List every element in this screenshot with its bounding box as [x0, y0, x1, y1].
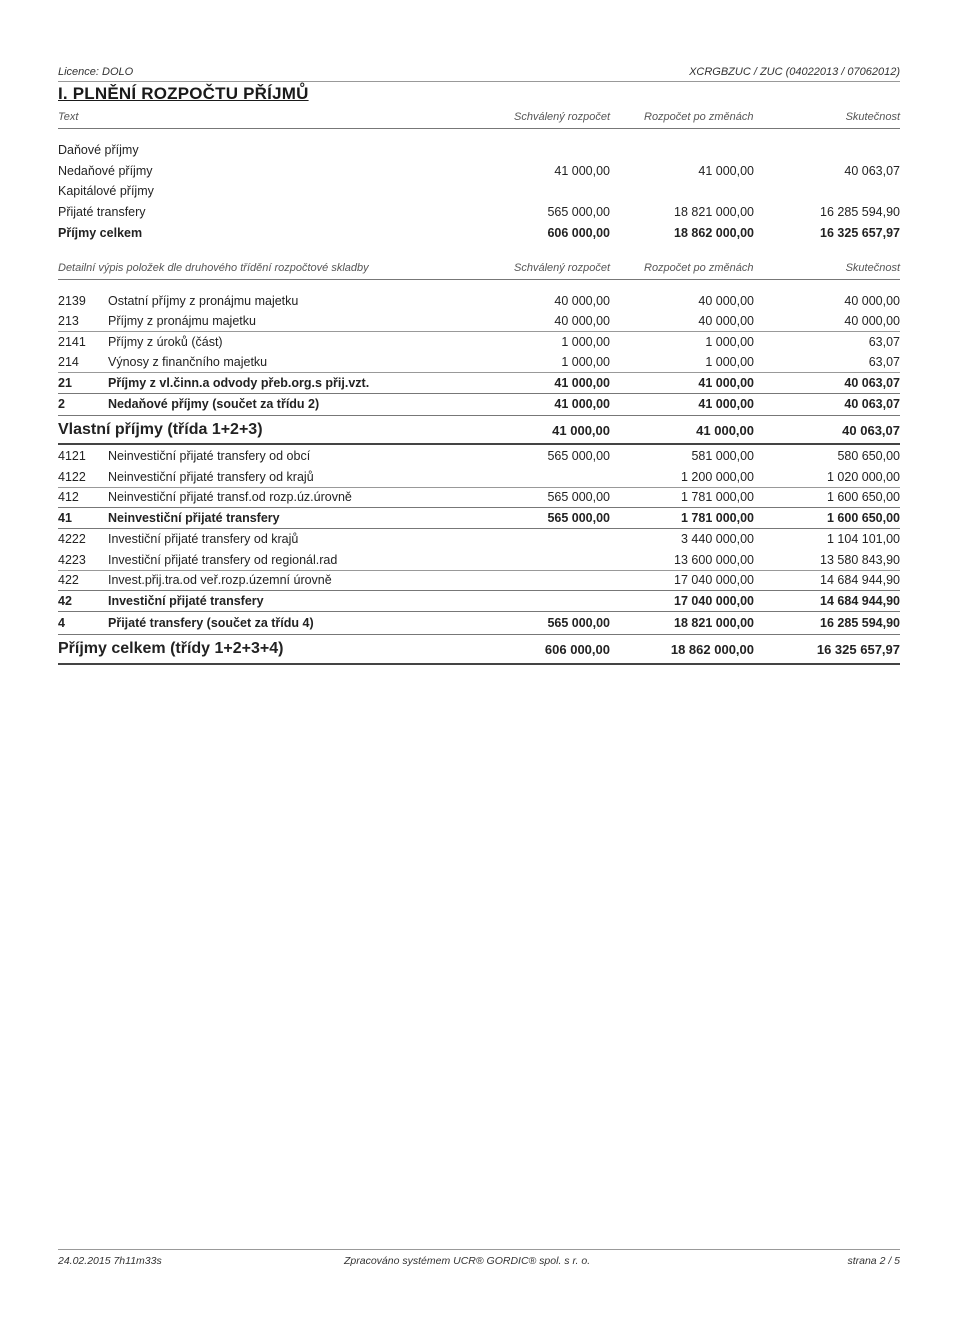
- summary-col-skutecnost: Skutečnost: [845, 111, 900, 123]
- row-divider: [58, 590, 900, 591]
- row-divider: [58, 570, 900, 571]
- row-skutecnost: 63,07: [868, 355, 900, 369]
- row-code: 2141: [58, 335, 86, 349]
- row-pozmenach: 3 440 000,00: [681, 532, 754, 546]
- table-row: [58, 532, 900, 552]
- row-skutecnost: 16 285 594,90: [820, 616, 900, 630]
- detail-col-schvaleny: Schválený rozpočet: [514, 262, 610, 274]
- row-pozmenach: 581 000,00: [691, 449, 754, 463]
- row-name: Přijaté transfery (součet za třídu 4): [108, 616, 314, 630]
- detail-col-skutecnost: Skutečnost: [845, 262, 900, 274]
- footer-system: Zpracováno systémem UCR® GORDIC® spol. s r. o.: [344, 1255, 591, 1267]
- row-skutecnost: 40 000,00: [844, 314, 900, 328]
- row-name: Neinvestiční přijaté transfery od krajů: [108, 470, 314, 484]
- row-pozmenach: 1 200 000,00: [681, 470, 754, 484]
- row-skutecnost: 13 580 843,90: [820, 553, 900, 567]
- row-name: Neinvestiční přijaté transf.od rozp.úz.úrovně: [108, 490, 352, 504]
- summary-pozmenach: 18 862 000,00: [674, 226, 754, 240]
- row-schvaleny: 41 000,00: [552, 423, 610, 438]
- summary-skutecnost: 16 325 657,97: [820, 226, 900, 240]
- summary-schvaleny: 606 000,00: [547, 226, 610, 240]
- row-divider: [58, 663, 900, 665]
- header-divider: [58, 81, 900, 82]
- row-divider: [58, 507, 900, 508]
- row-code: 4223: [58, 553, 86, 567]
- row-pozmenach: 1 000,00: [705, 355, 754, 369]
- detail-header-line: [58, 279, 900, 280]
- summary-skutecnost: 40 063,07: [844, 164, 900, 178]
- table-row: [58, 616, 900, 636]
- row-code: 4: [58, 616, 65, 630]
- row-schvaleny: 41 000,00: [554, 397, 610, 411]
- row-name: Nedaňové příjmy (součet za třídu 2): [108, 397, 320, 411]
- row-skutecnost: 1 600 650,00: [827, 490, 900, 504]
- summary-row: [58, 184, 900, 204]
- row-code: 41: [58, 511, 72, 525]
- summary-col-pozmenach: Rozpočet po změnách: [644, 111, 754, 123]
- row-code: 42: [58, 594, 72, 608]
- row-divider: [58, 443, 900, 445]
- row-name: Neinvestiční přijaté transfery od obcí: [108, 449, 311, 463]
- summary-skutecnost: 16 285 594,90: [820, 205, 900, 219]
- row-code: 4222: [58, 532, 86, 546]
- table-row: [58, 335, 900, 355]
- table-row: [58, 294, 900, 314]
- row-name: Příjmy z úroků (část): [108, 335, 223, 349]
- row-pozmenach: 41 000,00: [696, 423, 754, 438]
- row-code: 21: [58, 376, 72, 390]
- summary-row: [58, 164, 900, 184]
- summary-pozmenach: 18 821 000,00: [674, 205, 754, 219]
- row-code: 422: [58, 573, 79, 587]
- footer-divider: [58, 1249, 900, 1250]
- row-code: 2139: [58, 294, 86, 308]
- row-divider: [58, 331, 900, 332]
- row-schvaleny: 1 000,00: [561, 335, 610, 349]
- row-divider: [58, 487, 900, 488]
- row-divider: [58, 528, 900, 529]
- summary-row: [58, 143, 900, 163]
- row-schvaleny: 565 000,00: [547, 490, 610, 504]
- summary-col-text: Text: [58, 111, 79, 123]
- table-row: [58, 449, 900, 469]
- row-name: Investiční přijaté transfery od krajů: [108, 532, 299, 546]
- row-skutecnost: 16 325 657,97: [816, 642, 900, 657]
- row-name: Neinvestiční přijaté transfery: [108, 511, 280, 525]
- row-pozmenach: 1 781 000,00: [681, 490, 754, 504]
- row-skutecnost: 1 600 650,00: [827, 511, 900, 525]
- row-name: Příjmy z vl.činn.a odvody přeb.org.s přij.vzt.: [108, 376, 370, 390]
- row-pozmenach: 41 000,00: [698, 397, 754, 411]
- row-code: 214: [58, 355, 79, 369]
- summary-label: Kapitálové příjmy: [58, 184, 154, 198]
- summary-label: Daňové příjmy: [58, 143, 139, 157]
- row-pozmenach: 17 040 000,00: [674, 573, 754, 587]
- row-pozmenach: 1 000,00: [705, 335, 754, 349]
- row-code: 412: [58, 490, 79, 504]
- row-code: 213: [58, 314, 79, 328]
- row-name: Příjmy z pronájmu majetku: [108, 314, 256, 328]
- table-row: [58, 397, 900, 417]
- row-code: 4121: [58, 449, 86, 463]
- report-code: XCRGBZUC / ZUC (04022013 / 07062012): [689, 66, 900, 78]
- row-skutecnost: 580 650,00: [837, 449, 900, 463]
- row-pozmenach: 18 862 000,00: [670, 642, 754, 657]
- summary-label: Nedaňové příjmy: [58, 164, 153, 178]
- row-code: 2: [58, 397, 65, 411]
- row-name: Vlastní příjmy (třída 1+2+3): [58, 421, 263, 438]
- summary-col-schvaleny: Schválený rozpočet: [514, 111, 610, 123]
- summary-pozmenach: 41 000,00: [698, 164, 754, 178]
- row-skutecnost: 40 063,07: [844, 376, 900, 390]
- row-skutecnost: 63,07: [868, 335, 900, 349]
- row-name: Ostatní příjmy z pronájmu majetku: [108, 294, 299, 308]
- row-pozmenach: 41 000,00: [698, 376, 754, 390]
- row-skutecnost: 1 020 000,00: [827, 470, 900, 484]
- row-name: Příjmy celkem (třídy 1+2+3+4): [58, 640, 284, 657]
- table-subtotal-row: [58, 421, 900, 441]
- row-pozmenach: 13 600 000,00: [674, 553, 754, 567]
- row-name: Výnosy z finančního majetku: [108, 355, 268, 369]
- row-pozmenach: 18 821 000,00: [674, 616, 754, 630]
- summary-schvaleny: 565 000,00: [547, 205, 610, 219]
- row-schvaleny: 606 000,00: [544, 642, 610, 657]
- summary-label: Příjmy celkem: [58, 226, 143, 240]
- row-schvaleny: 565 000,00: [547, 449, 610, 463]
- summary-row: [58, 205, 900, 225]
- row-skutecnost: 14 684 944,90: [820, 573, 900, 587]
- row-pozmenach: 40 000,00: [698, 294, 754, 308]
- row-skutecnost: 40 063,07: [844, 397, 900, 411]
- row-name: Invest.přij.tra.od veř.rozp.územní úrovně: [108, 573, 332, 587]
- row-schvaleny: 565 000,00: [547, 511, 610, 525]
- row-divider: [58, 611, 900, 612]
- row-pozmenach: 1 781 000,00: [681, 511, 754, 525]
- row-name: Investiční přijaté transfery: [108, 594, 264, 608]
- footer-date: 24.02.2015 7h11m33s: [58, 1255, 162, 1267]
- row-schvaleny: 40 000,00: [554, 294, 610, 308]
- detail-col-text: Detailní výpis položek dle druhového třídění rozpočtové skladby: [58, 262, 369, 274]
- table-total-row: [58, 640, 900, 660]
- row-pozmenach: 40 000,00: [698, 314, 754, 328]
- row-code: 4122: [58, 470, 86, 484]
- detail-col-pozmenach: Rozpočet po změnách: [644, 262, 754, 274]
- row-schvaleny: 41 000,00: [554, 376, 610, 390]
- row-skutecnost: 1 104 101,00: [827, 532, 900, 546]
- summary-total-row: [58, 226, 900, 246]
- summary-header-line: [58, 128, 900, 129]
- row-divider: [58, 393, 900, 394]
- row-divider: [58, 415, 900, 416]
- row-pozmenach: 17 040 000,00: [674, 594, 754, 608]
- row-skutecnost: 14 684 944,90: [820, 594, 900, 608]
- row-schvaleny: 565 000,00: [547, 616, 610, 630]
- summary-label: Přijaté transfery: [58, 205, 146, 219]
- page-title: I. PLNĚNÍ ROZPOČTU PŘÍJMŮ: [58, 84, 309, 103]
- row-divider: [58, 372, 900, 373]
- row-skutecnost: 40 063,07: [842, 423, 900, 438]
- row-schvaleny: 40 000,00: [554, 314, 610, 328]
- row-name: Investiční přijaté transfery od regionál.rad: [108, 553, 338, 567]
- row-skutecnost: 40 000,00: [844, 294, 900, 308]
- summary-schvaleny: 41 000,00: [554, 164, 610, 178]
- footer-page: strana 2 / 5: [847, 1255, 900, 1267]
- row-schvaleny: 1 000,00: [561, 355, 610, 369]
- licence-label: Licence: DOLO: [58, 66, 134, 78]
- row-divider: [58, 634, 900, 635]
